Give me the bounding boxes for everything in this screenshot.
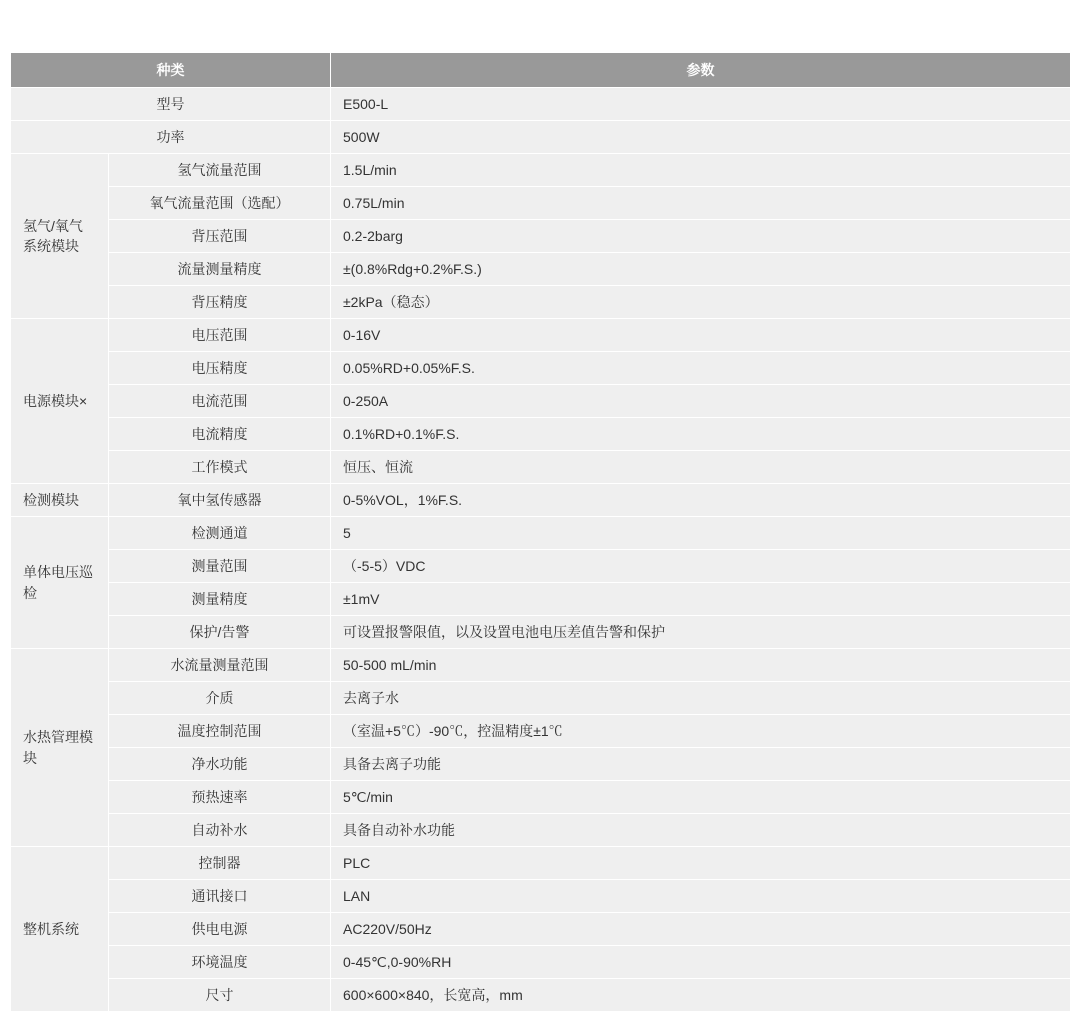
table-row — [11, 814, 1071, 847]
row-label: 保护/告警 — [109, 616, 331, 649]
row-value: 去离子水 — [331, 682, 1071, 715]
row-value: AC220V/50Hz — [331, 913, 1071, 946]
row-value: 恒压、恒流 — [331, 451, 1071, 484]
column-header-category: 种类 — [11, 53, 331, 88]
row-label: 型号 — [11, 88, 331, 121]
row-value: （室温+5℃）-90℃，控温精度±1℃ — [331, 715, 1071, 748]
table-row — [11, 88, 1071, 121]
table-row — [11, 451, 1071, 484]
specification-table — [10, 52, 1071, 1012]
row-label: 电压范围 — [109, 319, 331, 352]
table-body — [11, 88, 1071, 1012]
row-label: 介质 — [109, 682, 331, 715]
row-value: 0.05%RD+0.05%F.S. — [331, 352, 1071, 385]
row-value: 具备自动补水功能 — [331, 814, 1071, 847]
row-label: 工作模式 — [109, 451, 331, 484]
row-label: 电压精度 — [109, 352, 331, 385]
table-row — [11, 484, 1071, 517]
row-value: 0-250A — [331, 385, 1071, 418]
row-label: 预热速率 — [109, 781, 331, 814]
group-label: 电源模块× — [11, 319, 109, 484]
row-label: 氧中氢传感器 — [109, 484, 331, 517]
row-value: 0-16V — [331, 319, 1071, 352]
table-row — [11, 550, 1071, 583]
row-label: 净水功能 — [109, 748, 331, 781]
row-label: 检测通道 — [109, 517, 331, 550]
row-value: 50-500 mL/min — [331, 649, 1071, 682]
table-row — [11, 649, 1071, 682]
table-row — [11, 616, 1071, 649]
row-value: LAN — [331, 880, 1071, 913]
row-label: 背压范围 — [109, 220, 331, 253]
table-row — [11, 385, 1071, 418]
table-row — [11, 253, 1071, 286]
table-row — [11, 682, 1071, 715]
row-label: 温度控制范围 — [109, 715, 331, 748]
row-label: 氢气流量范围 — [109, 154, 331, 187]
table-row — [11, 187, 1071, 220]
row-label: 电流范围 — [109, 385, 331, 418]
row-label: 控制器 — [109, 847, 331, 880]
row-label: 环境温度 — [109, 946, 331, 979]
table-row — [11, 352, 1071, 385]
table-row — [11, 913, 1071, 946]
row-label: 尺寸 — [109, 979, 331, 1012]
row-value: 可设置报警限值，以及设置电池电压差值告警和保护 — [331, 616, 1071, 649]
row-value: 600×600×840，长宽高，mm — [331, 979, 1071, 1012]
row-value: 0.2-2barg — [331, 220, 1071, 253]
row-value: 5 — [331, 517, 1071, 550]
table-row — [11, 517, 1071, 550]
row-label: 测量精度 — [109, 583, 331, 616]
table-row — [11, 781, 1071, 814]
row-label: 功率 — [11, 121, 331, 154]
table-row — [11, 715, 1071, 748]
row-label: 水流量测量范围 — [109, 649, 331, 682]
row-label: 背压精度 — [109, 286, 331, 319]
row-value: 0.1%RD+0.1%F.S. — [331, 418, 1071, 451]
group-label: 检测模块 — [11, 484, 109, 517]
table-row — [11, 220, 1071, 253]
row-value: 1.5L/min — [331, 154, 1071, 187]
table-row — [11, 418, 1071, 451]
group-label: 水热管理模块 — [11, 649, 109, 847]
row-label: 电流精度 — [109, 418, 331, 451]
row-value: ±2kPa（稳态） — [331, 286, 1071, 319]
group-label: 氢气/氧气系统模块 — [11, 154, 109, 319]
row-label: 自动补水 — [109, 814, 331, 847]
table-head — [11, 53, 1071, 88]
row-value: 0-45℃,0-90%RH — [331, 946, 1071, 979]
table-row — [11, 583, 1071, 616]
table-row — [11, 748, 1071, 781]
column-header-parameter: 参数 — [331, 53, 1071, 88]
table-row — [11, 154, 1071, 187]
row-value: 500W — [331, 121, 1071, 154]
table-row — [11, 946, 1071, 979]
row-label: 氧气流量范围（选配） — [109, 187, 331, 220]
row-value: 5℃/min — [331, 781, 1071, 814]
table-header-row — [11, 53, 1071, 88]
row-value: 0-5%VOL，1%F.S. — [331, 484, 1071, 517]
row-label: 测量范围 — [109, 550, 331, 583]
row-value: （-5-5）VDC — [331, 550, 1071, 583]
group-label: 单体电压巡检 — [11, 517, 109, 649]
table-row — [11, 121, 1071, 154]
row-value: ±1mV — [331, 583, 1071, 616]
row-value: 具备去离子功能 — [331, 748, 1071, 781]
table-row — [11, 286, 1071, 319]
group-label: 整机系统 — [11, 847, 109, 1012]
row-value: PLC — [331, 847, 1071, 880]
row-value: ±(0.8%Rdg+0.2%F.S.) — [331, 253, 1071, 286]
row-label: 供电电源 — [109, 913, 331, 946]
row-label: 通讯接口 — [109, 880, 331, 913]
table-row — [11, 880, 1071, 913]
table-row — [11, 979, 1071, 1012]
table-row — [11, 319, 1071, 352]
row-label: 流量测量精度 — [109, 253, 331, 286]
row-value: E500-L — [331, 88, 1071, 121]
row-value: 0.75L/min — [331, 187, 1071, 220]
table-row — [11, 847, 1071, 880]
